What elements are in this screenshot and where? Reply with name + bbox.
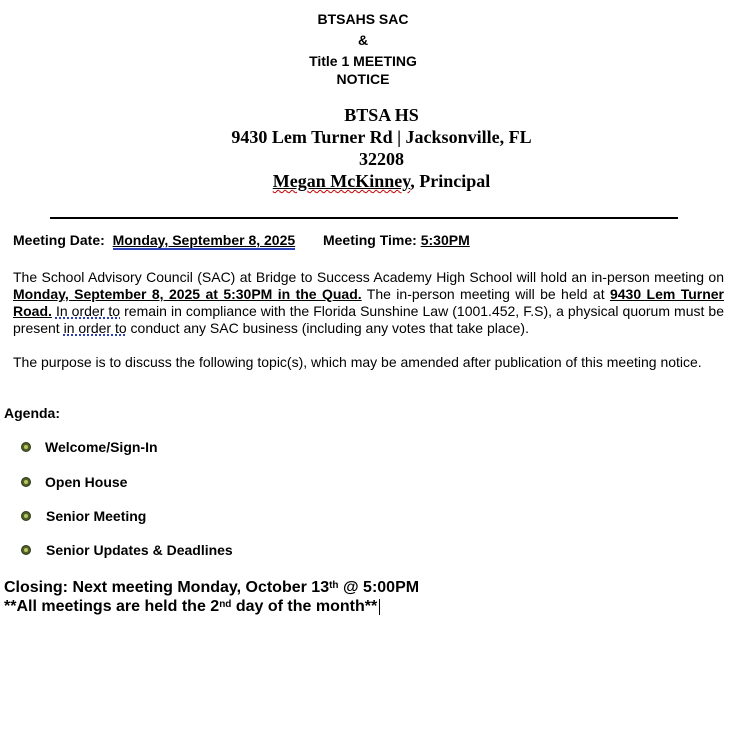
bullet-icon xyxy=(21,477,31,487)
agenda-heading: Agenda: xyxy=(4,405,60,421)
header-title: BTSAHS SAC xyxy=(317,11,409,27)
agenda-item: Welcome/Sign-In xyxy=(45,439,158,455)
bullet-icon xyxy=(21,511,31,521)
principal-title: , Principal xyxy=(410,171,491,191)
intro-paragraph: The School Advisory Council (SAC) at Bridge to Success Academy High School will hold an in-person meeting on Monday, September 8, 2025 at 5:30PM in the Quad. The in-person meeting will be held at 9430 Lem Turner Road. In order to remain in compliance with the Florida Sunshine Law (1001.452, F.S), a physical quorum must be present in order to conduct any SAC business (including any votes that take place). xyxy=(13,269,725,336)
agenda-item: Open House xyxy=(45,474,128,490)
text-cursor xyxy=(379,599,380,615)
bullet-icon xyxy=(21,545,31,555)
meeting-time-value: 5:30PM xyxy=(420,232,470,248)
horizontal-rule xyxy=(50,217,678,219)
principal-line xyxy=(0,170,733,192)
school-address: 9430 Lem Turner Rd | Jacksonville, FL xyxy=(231,127,532,147)
agenda-item: Senior Updates & Deadlines xyxy=(46,542,233,558)
principal-name: Megan McKinney xyxy=(272,171,411,191)
school-zip: 32208 xyxy=(359,149,404,169)
closing-note: **All meetings are held the 2nd day of the month** xyxy=(4,597,380,617)
meeting-info xyxy=(13,231,470,249)
grammar-mark: in order to xyxy=(63,320,127,336)
header-notice: NOTICE xyxy=(336,71,390,87)
purpose-paragraph: The purpose is to discuss the following topic(s), which may be amended after publication of this meeting notice. xyxy=(13,354,702,370)
meeting-address: 9430 Lem Turner Road. xyxy=(13,286,724,319)
agenda-item: Senior Meeting xyxy=(46,508,147,524)
bullet-icon xyxy=(21,442,31,452)
grammar-mark: In order to xyxy=(55,303,121,319)
meeting-date-label: Meeting Date: xyxy=(13,232,105,248)
header-ampersand: & xyxy=(357,32,369,48)
school-name: BTSA HS xyxy=(344,105,419,125)
meeting-date-location: Monday, September 8, 2025 at 5:30PM in the Quad. xyxy=(13,286,362,302)
header-subtitle: Title 1 MEETING xyxy=(309,53,417,69)
closing-next-meeting: Closing: Next meeting Monday, October 13th @ 5:00PM xyxy=(4,579,420,596)
meeting-date-value: Monday, September 8, 2025 xyxy=(112,232,296,248)
meeting-time-label: Meeting Time: xyxy=(322,232,417,248)
